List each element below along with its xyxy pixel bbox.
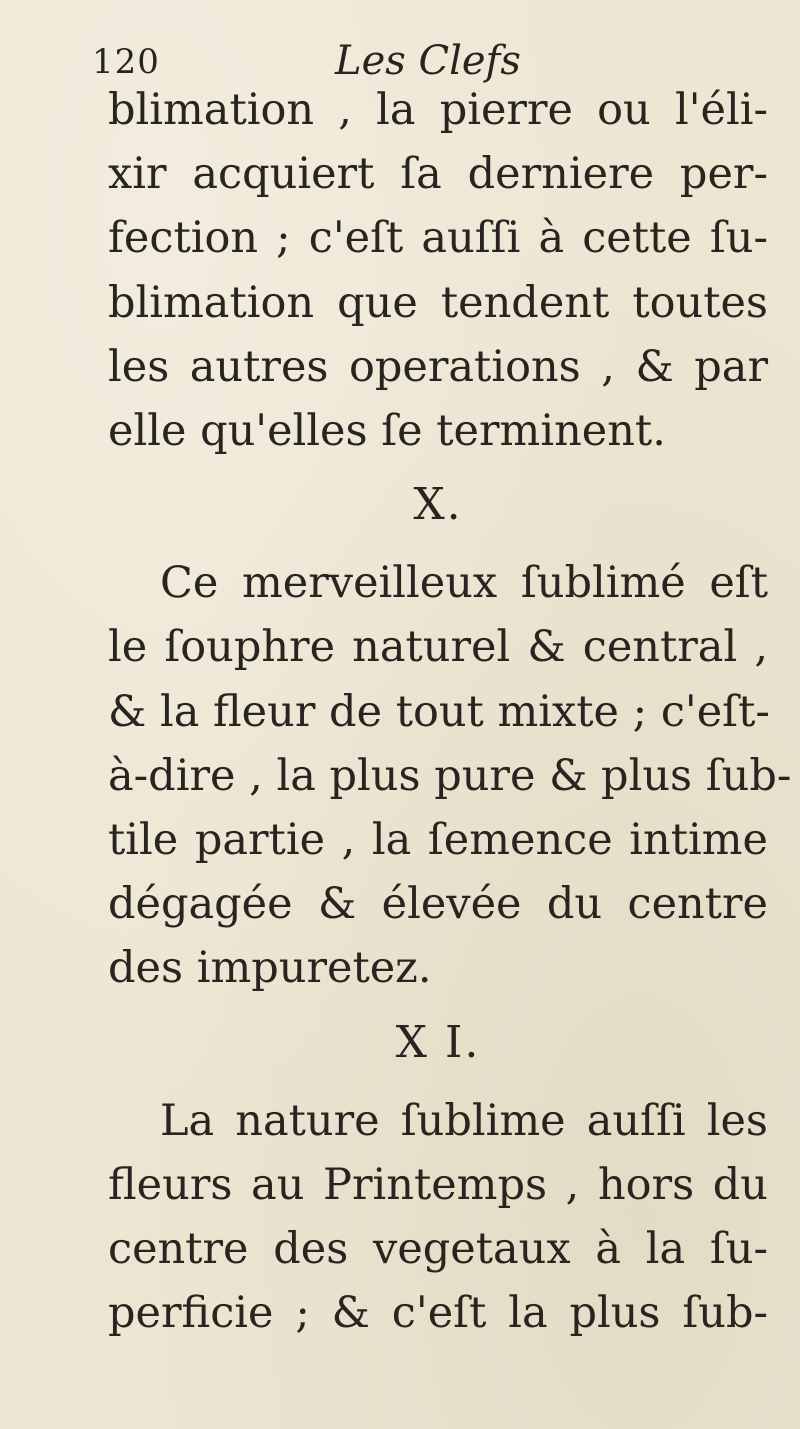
text-line: les autres operations , & par	[108, 341, 768, 392]
text-line: fleurs au Printemps , hors du	[108, 1159, 768, 1210]
text-line: fection ; c'eſt auſſi à cette ſu-	[108, 213, 768, 264]
text-line: blimation , la pierre ou l'éli-	[108, 85, 768, 135]
text-line: des impuretez.	[108, 943, 432, 994]
text-line: xir acquiert ſa derniere per-	[108, 149, 768, 200]
text-line: La nature ſublime auſſi les	[160, 1095, 768, 1146]
text-line: perficie ; & c'eſt la plus ſub-	[108, 1288, 768, 1339]
text-line: centre des vegetaux à la ſu-	[108, 1224, 768, 1275]
text-line: Ce merveilleux ſublimé eſt	[160, 558, 768, 609]
text-line: à-dire , la plus pure & plus ſub-	[108, 750, 792, 801]
text-line: dégagée & élevée du centre	[108, 879, 768, 930]
text-line: le ſouphre naturel & central ,	[108, 622, 768, 673]
text-line: blimation que tendent toutes	[108, 277, 768, 328]
running-title: Les Clefs	[335, 38, 521, 84]
text-line: tile partie , la ſemence intime	[108, 815, 768, 866]
text-line: elle qu'elles ſe terminent.	[108, 406, 666, 457]
section-heading-xi: X I.	[395, 1016, 481, 1068]
paragraph-section-x	[108, 551, 792, 1000]
paragraph-continuation	[108, 78, 768, 463]
paragraph-section-xi	[108, 1089, 768, 1346]
body-text	[108, 78, 792, 1345]
text-line: & la fleur de tout mixte ; c'eſt-	[108, 686, 770, 737]
page-number: 120	[92, 42, 160, 82]
section-heading-x: X.	[413, 479, 463, 531]
